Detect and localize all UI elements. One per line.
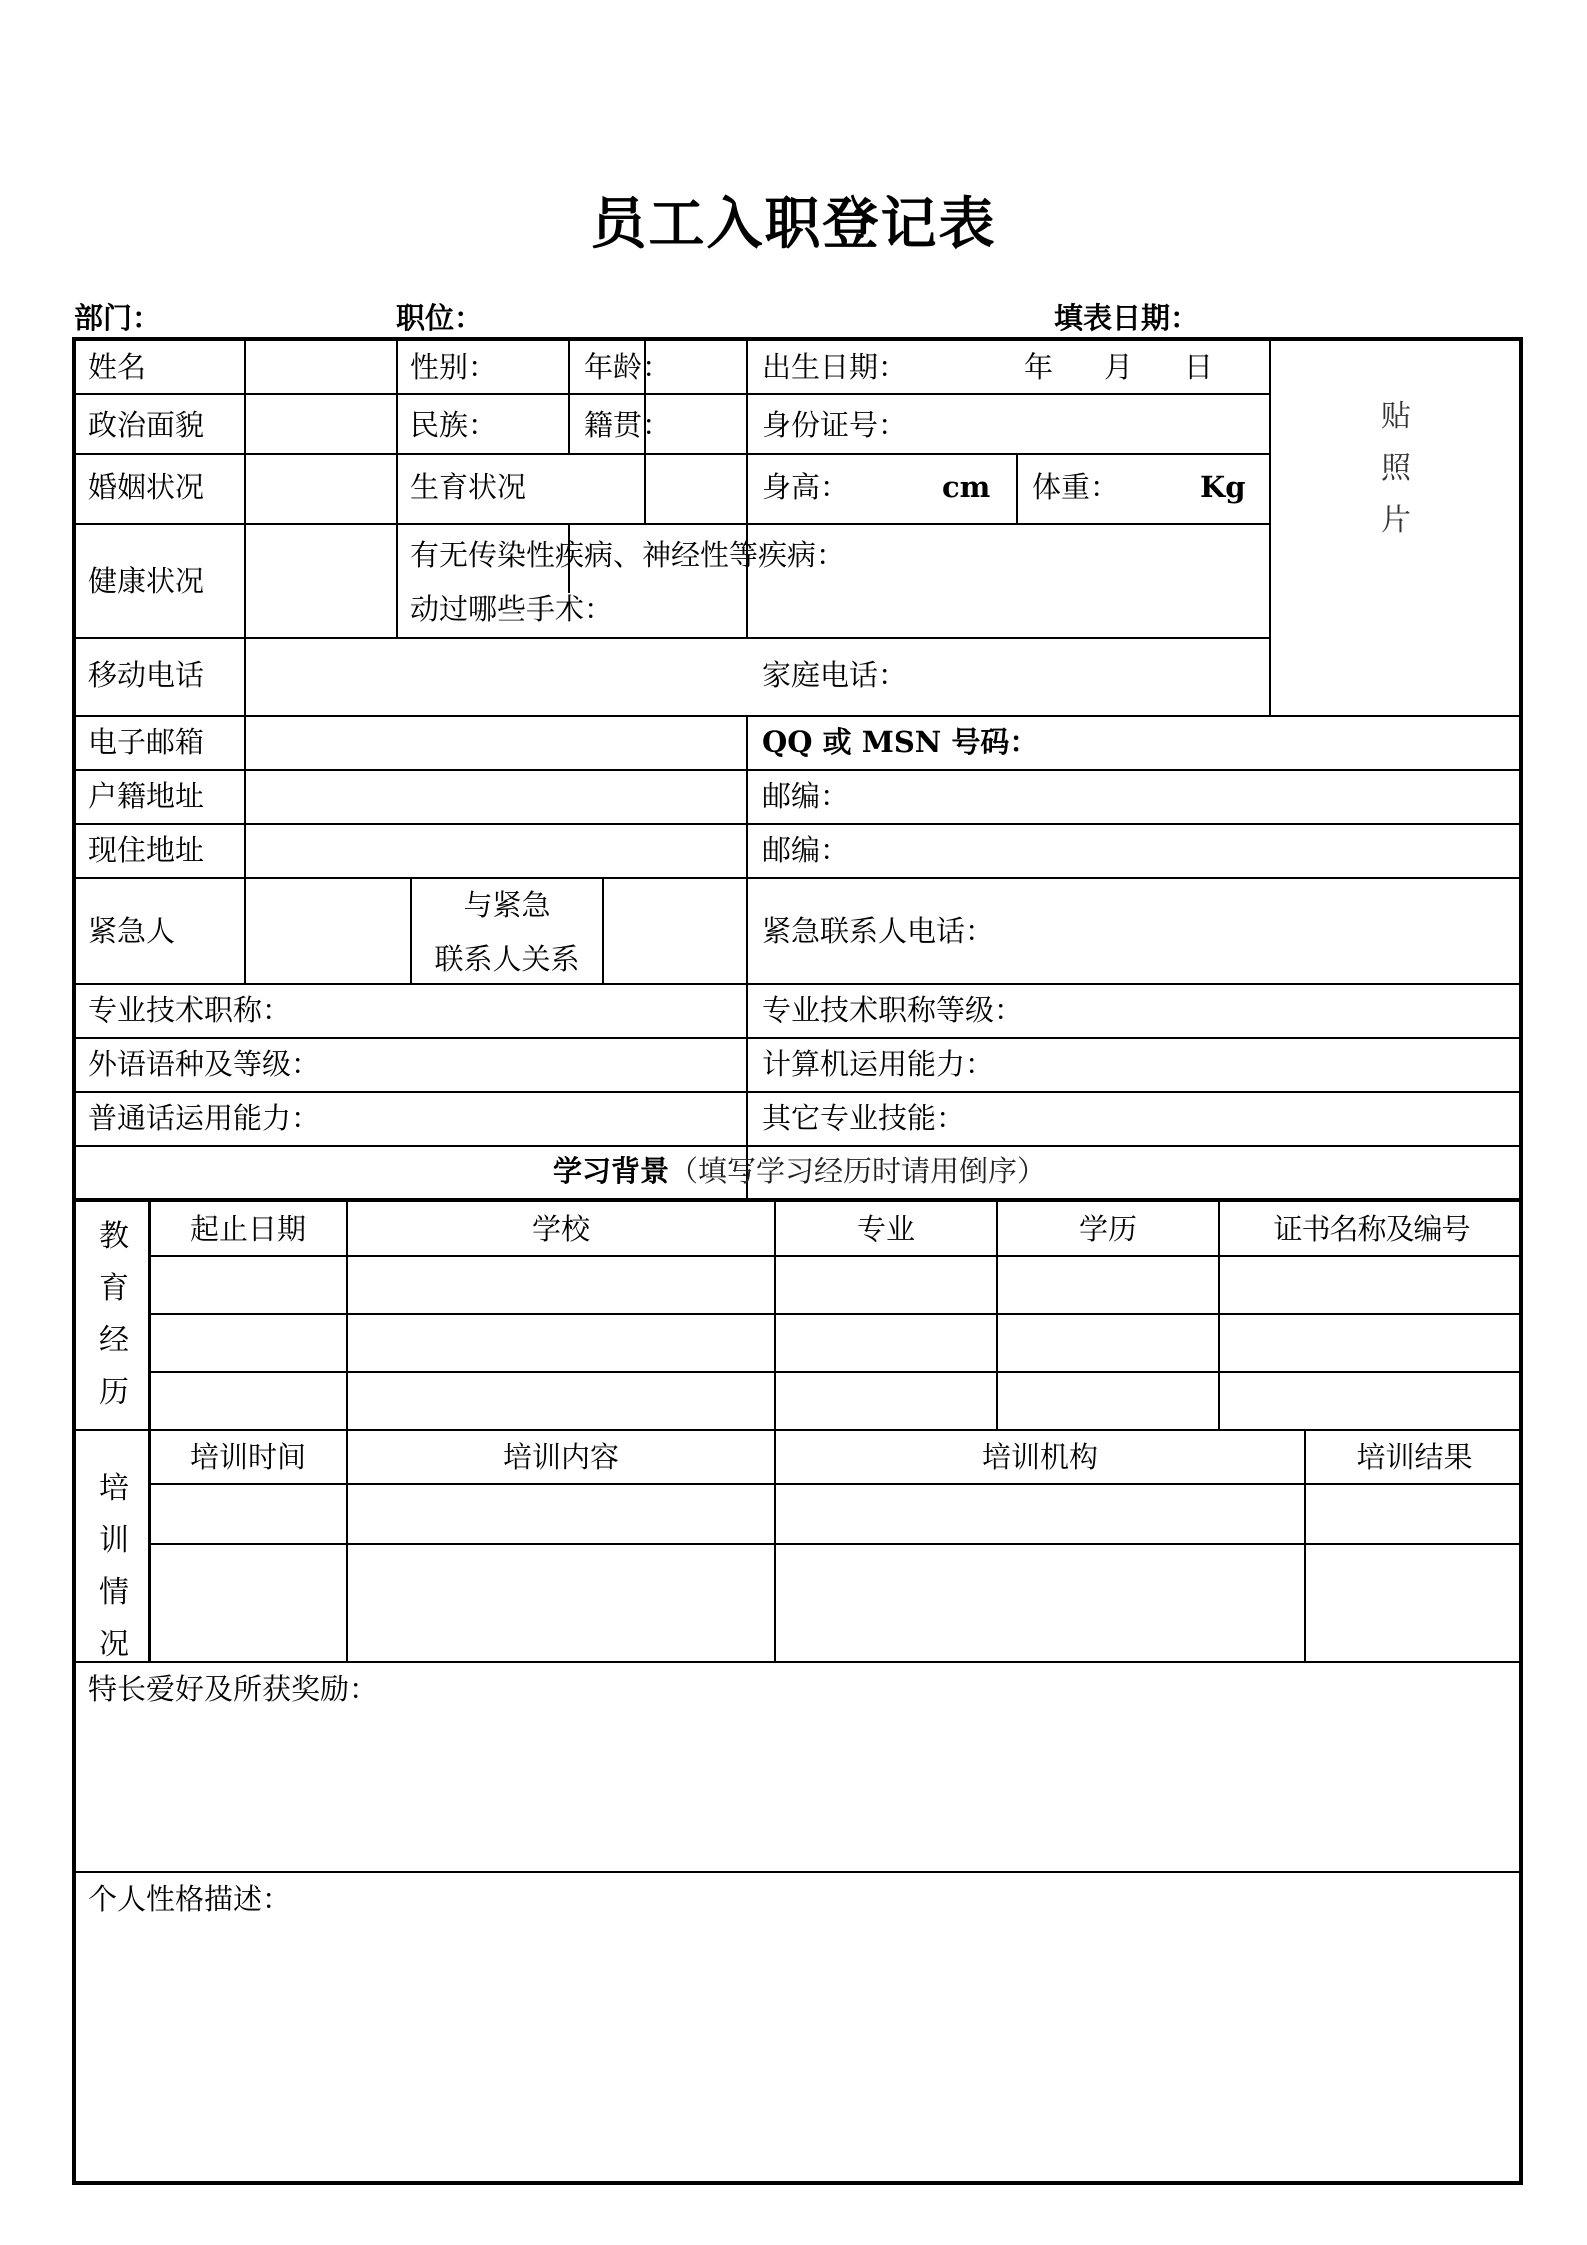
edu-col-major: 专业 <box>856 1212 915 1246</box>
train-col-result: 培训结果 <box>1356 1440 1473 1474</box>
edu-char-1: 教 <box>99 1219 129 1254</box>
train-col-time: 培训时间 <box>189 1440 306 1474</box>
ethnicity-label: 民族： <box>410 408 498 442</box>
current-address-label: 现住地址 <box>88 833 205 867</box>
emergency-contact-label: 紧急人 <box>88 914 176 948</box>
home-phone-label: 家庭电话： <box>762 658 908 692</box>
computer-skill-label: 计算机运用能力： <box>762 1047 995 1081</box>
professional-title-label: 专业技术职称： <box>88 993 292 1027</box>
photo-char-1: 贴 <box>1381 399 1411 434</box>
study-heading-text: 学习背景 <box>552 1154 669 1188</box>
edu-col-dates: 起止日期 <box>189 1212 306 1246</box>
train-char-1: 培 <box>99 1471 129 1506</box>
height-label: 身高： <box>762 470 850 504</box>
professional-level-label: 专业技术职称等级： <box>762 993 1024 1027</box>
age-label: 年龄： <box>584 350 672 384</box>
edu-char-4: 历 <box>99 1375 129 1410</box>
household-address-label: 户籍地址 <box>88 779 205 813</box>
train-col-institution: 培训机构 <box>981 1440 1098 1474</box>
edu-col-school: 学校 <box>531 1212 590 1246</box>
page-title: 员工入职登记表 <box>590 191 997 257</box>
photo-placeholder <box>1376 391 1416 547</box>
registration-form-table <box>72 337 1523 2185</box>
day-label: 日 <box>1184 350 1214 384</box>
edu-col-degree: 学历 <box>1078 1212 1137 1246</box>
personality-label: 个人性格描述： <box>88 1882 292 1916</box>
mobile-label: 移动电话 <box>88 658 205 692</box>
political-label: 政治面貌 <box>88 408 205 442</box>
fill-date-label: 填表日期： <box>1054 301 1200 335</box>
train-char-4: 况 <box>99 1627 129 1662</box>
weight-label: 体重： <box>1032 470 1120 504</box>
email-label: 电子邮箱 <box>88 725 205 759</box>
edu-col-certificate: 证书名称及编号 <box>1273 1212 1470 1246</box>
marital-label: 婚姻状况 <box>88 470 205 504</box>
language-label: 外语语种及等级： <box>88 1047 321 1081</box>
id-number-label: 身份证号： <box>762 408 908 442</box>
department-label: 部门： <box>74 301 162 335</box>
train-char-2: 训 <box>99 1523 129 1558</box>
other-skills-label: 其它专业技能： <box>762 1101 966 1135</box>
hobbies-awards-label: 特长爱好及所获奖励： <box>88 1672 379 1706</box>
year-label: 年 <box>1024 350 1054 384</box>
health-label: 健康状况 <box>88 564 205 598</box>
training-side-label <box>94 1463 134 1671</box>
zip-code-label-1: 邮编： <box>762 779 850 813</box>
height-unit: cm <box>942 470 991 504</box>
disease-question: 有无传染性疾病、神经性等疾病： <box>410 538 846 572</box>
fertility-label: 生育状况 <box>410 470 527 504</box>
position-label: 职位： <box>396 301 484 335</box>
name-label: 姓名 <box>88 350 147 384</box>
birth-date-label: 出生日期： <box>762 350 908 384</box>
photo-char-3: 片 <box>1381 503 1411 538</box>
native-place-label: 籍贯： <box>584 408 672 442</box>
education-side-label <box>94 1211 134 1419</box>
weight-unit: Kg <box>1200 470 1246 504</box>
study-heading-note: （填写学习经历时请用倒序） <box>669 1154 1047 1188</box>
surgery-question: 动过哪些手术： <box>410 592 614 626</box>
emergency-relation-line1: 与紧急 <box>463 888 551 922</box>
edu-char-2: 育 <box>99 1271 129 1306</box>
month-label: 月 <box>1104 350 1134 384</box>
edu-char-3: 经 <box>99 1323 129 1358</box>
photo-char-2: 照 <box>1381 451 1411 486</box>
train-char-3: 情 <box>99 1575 129 1610</box>
train-col-content: 培训内容 <box>502 1440 619 1474</box>
zip-code-label-2: 邮编： <box>762 833 850 867</box>
emergency-phone-label: 紧急联系人电话： <box>762 914 995 948</box>
qq-msn-label: QQ 或 MSN 号码： <box>762 725 1039 759</box>
study-background-heading <box>76 1153 1523 1189</box>
emergency-relation-line2: 联系人关系 <box>434 942 580 976</box>
gender-label: 性别： <box>410 350 498 384</box>
mandarin-label: 普通话运用能力： <box>88 1101 321 1135</box>
